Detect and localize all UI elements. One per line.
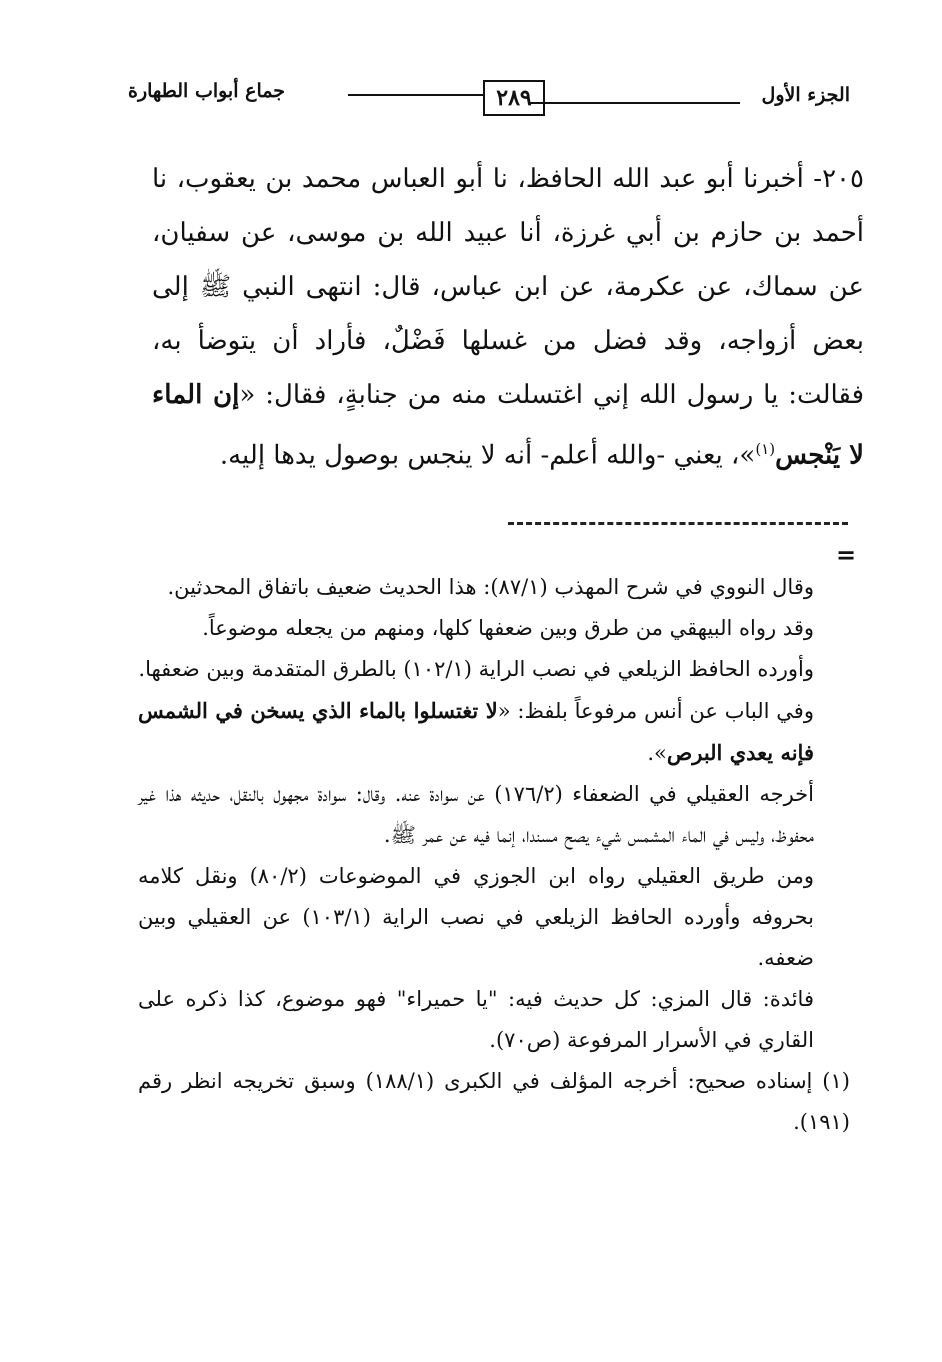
hadith-number: ٢٠٥- [803, 164, 864, 194]
fn-p4-after: ». [647, 741, 667, 765]
footnote-1: (١) إسناده صحيح: أخرجه المؤلف في الكبرى (١٨٨/١) وسبق تخريجه انظر رقم (١٩١). [138, 1069, 850, 1134]
footnote-paragraph-1: وقال النووي في شرح المهذب (٨٧/١): هذا الحديث ضعيف باتفاق المحدثين. [167, 575, 814, 599]
header-rule-right [530, 102, 740, 104]
page-header [128, 72, 850, 128]
hadith-paragraph [152, 152, 864, 483]
footnote-marker: (١) [755, 440, 776, 458]
hadith-text-before: أخبرنا أبو عبد الله الحافظ، نا أبو العباس محمد بن يعقوب، نا أحمد بن حازم بن أبي غرزة، أنا عبيد الله بن موسى، عن سفيان، عن سماك، عن عكرمة، عن ابن عباس، قال: انتهى النبي ﷺ إلى بعض أزواجه، وقد فضل من غسلها فَضْلٌ، فأراد أن يتوضأ به، فقالت: يا رسول الله إني اغتسلت منه من جنابةٍ، فقال: « [152, 164, 864, 410]
footnote-paragraph-2: وقد رواه البيهقي من طرق وبين ضعفها كلها، ومنهم من يجعله موضوعاً. [202, 616, 814, 640]
hadith-text-after: »، يعني -والله أعلم- أنه لا ينجس بوصول يدها إليه. [219, 440, 756, 471]
hadith-quote-bold: إن الماء لا يَنْجس [152, 380, 864, 471]
footnote-paragraph-6: ومن طريق العقيلي رواه ابن الجوزي في الموضوعات (٨٠/٢) ونقل كلامه بحروفه وأورده الحافظ الزيلعي في نصب الراية (١٠٣/١) عن العقيلي وبين ضعفه. [138, 864, 814, 970]
footnote-divider [508, 522, 848, 525]
footnote-paragraph-4 [138, 690, 814, 774]
hadith-body [152, 152, 864, 483]
fn-p4-bold: لا تغتسلوا بالماء الذي يسخن في الشمس فإنه يعدي البرص [138, 698, 814, 765]
continuation-mark: = [836, 540, 857, 569]
fn-p4-before: وفي الباب عن أنس مرفوعاً بلفظ: « [497, 699, 814, 723]
chapter-title: جماع أبواب الطهارة [128, 80, 285, 102]
page-number: ٢٨٩ [483, 80, 545, 116]
header-rule-left [348, 94, 483, 96]
footnote-paragraph-7: فائدة: قال المزي: كل حديث فيه: "يا حميراء" فهو موضوع، كذا ذكره على القاري في الأسرار المرفوعة (ص٧٠). [138, 987, 814, 1052]
footnotes-section [138, 567, 850, 1143]
footnote-paragraph-5: أخرجه العقيلي في الضعفاء (١٧٦/٢) عن سوادة عنه. وقال: سوادة مجهول بالنقل، حديثه هذا غير محفوظ، وليس في الماء المشمس شيء يصح مسندا، إنما فيه عن عمر ﷺ. [138, 782, 814, 847]
volume-label: الجزء الأول [761, 84, 850, 106]
footnote-paragraph-3: وأورده الحافظ الزيلعي في نصب الراية (١٠٢/١) بالطرق المتقدمة وبين ضعفها. [138, 657, 814, 681]
